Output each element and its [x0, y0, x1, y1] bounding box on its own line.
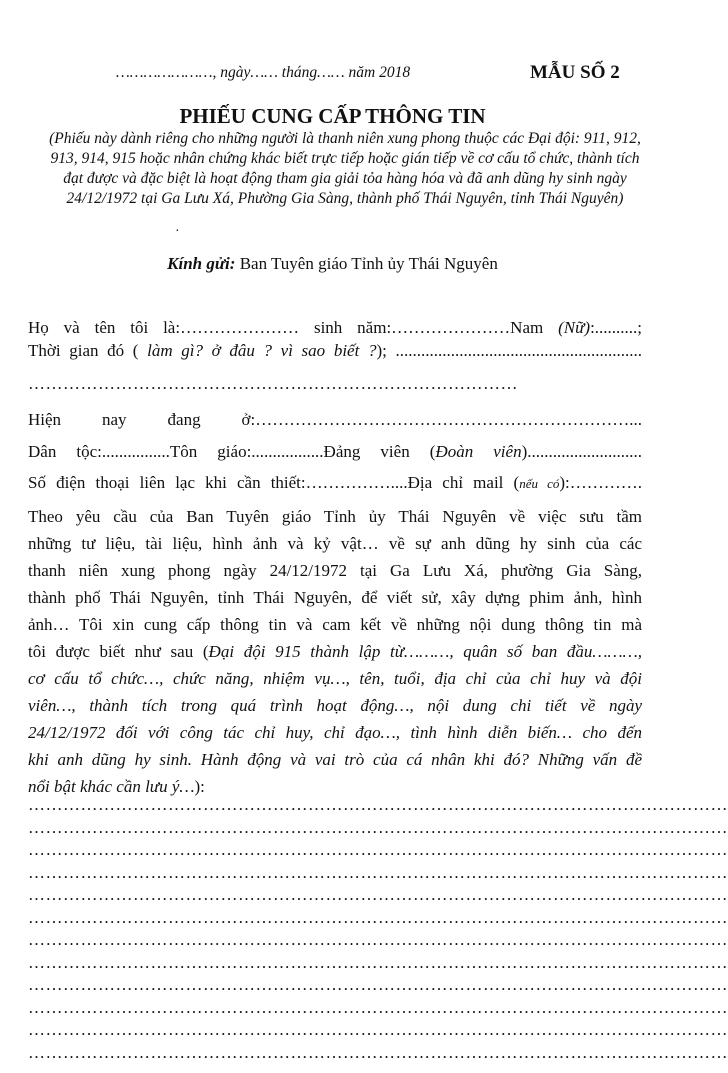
mail-hint: nếu có [519, 476, 560, 491]
subtitle-line: (Phiếu này dành riêng cho những người là thanh niên xung phong thuộc các Đại đội: 911, 912, [49, 130, 641, 147]
blank-answer-line[interactable]: ………………………………………………………………………………………………………… [28, 885, 728, 904]
paragraph-hint: nổi bật khác cần lưu ý… [28, 777, 195, 796]
field-address[interactable]: Hiện nay đang ở:…………………………………………………………... [28, 410, 642, 429]
phone-label: Số điện thoại liên lạc khi cần thiết:……………....Địa chỉ mail ( [28, 473, 520, 492]
paragraph-line [28, 777, 205, 797]
blank-answer-line[interactable]: ………………………………………………………………………………………………………… [28, 907, 728, 927]
field-name[interactable] [28, 318, 642, 338]
paragraph-line: Theo yêu cầu của Ban Tuyên giáo Tỉnh ủy Thái Nguyên về việc sưu tầm [28, 507, 642, 526]
field-ethnic-religion[interactable] [28, 442, 642, 462]
field-time[interactable] [28, 341, 642, 361]
paragraph-line: thành phố Thái Nguyên, tỉnh Thái Nguyên, để viết sử, xây dựng phim ảnh, hình [28, 588, 642, 607]
blank-answer-line[interactable]: ………………………………………………………………………………………………………… [28, 930, 728, 949]
blank-answer-line[interactable]: ………………………………………………………………………………………………………… [28, 1020, 728, 1039]
paragraph-line: ảnh… Tôi xin cung cấp thông tin và cam kết về những nội dung thông tin mà [28, 615, 642, 634]
blank-answer-line[interactable]: ………………………………………………………………………………………………………… [28, 817, 728, 837]
name-label: Họ và tên tôi là:………………… sinh năm:…………………Nam [28, 318, 544, 337]
paragraph-line: thanh niên xung phong ngày 24/12/1972 tại Ga Lưu Xá, phường Gia Sàng, [28, 561, 642, 580]
paragraph-line: cơ cấu tổ chức…, chức năng, nhiệm vụ…, tên, tuổi, địa chỉ của chỉ huy và đội [28, 669, 642, 688]
paragraph-line [28, 642, 642, 662]
blank-answer-line[interactable]: ………………………………………………………………………………………………………… [28, 795, 728, 814]
date-line: …………………, ngày…… tháng…… năm 2018 [116, 64, 411, 81]
gender-alt: (Nữ) [558, 318, 591, 337]
blank-answer-line[interactable]: ………………………………………………………………………………………………………… [28, 840, 728, 859]
field-phone-mail[interactable] [28, 473, 642, 493]
paragraph-line: những tư liệu, tài liệu, hình ảnh và kỷ vật… về sự anh dũng hy sinh của các [28, 534, 642, 553]
subtitle-line: 913, 914, 915 hoặc nhân chứng khác biết trực tiếp hoặc gián tiếp về cơ cấu tổ chức, thành tích [50, 150, 640, 167]
blank-answer-line[interactable]: ………………………………………………………………………………………………………… [28, 1042, 728, 1062]
paragraph-text: ): [194, 777, 205, 796]
blank-answer-line[interactable]: ………………………………………………………………………………………………………… [28, 952, 728, 972]
subtitle-line: 24/12/1972 tại Ga Lưu Xá, Phường Gia Sàng, thành phố Thái Nguyên, tỉnh Thái Nguyên) [66, 190, 624, 207]
subtitle-line: đạt được và đặc biệt là hoạt động tham gia giải tỏa hàng hóa và đã anh dũng hy sinh ngày [63, 170, 627, 187]
paragraph-line: khi anh dũng hy sinh. Hành động và vai trò của cá nhân khi đó? Những vấn đề [28, 750, 642, 769]
form-number: MẪU SỐ 2 [530, 62, 620, 83]
recipient-value: Ban Tuyên giáo Tỉnh ủy Thái Nguyên [239, 254, 498, 273]
paragraph-text: tôi được biết như sau ( [28, 642, 209, 661]
time-label: Thời gian đó ( [28, 341, 139, 360]
party-blank: )........................... [521, 442, 642, 461]
gender-blank: :..........; [590, 318, 643, 337]
recipient [0, 254, 665, 274]
mail-blank: ):…………. [559, 473, 642, 492]
time-blank: ); .......................................................... [376, 341, 642, 360]
party-alt: Đoàn viên [435, 442, 522, 461]
recipient-label: Kính gửi: [167, 254, 236, 273]
paragraph-line: viên…, thành tích trong quá trình hoạt động…, nội dung chi tiết về ngày [28, 696, 642, 715]
blank-answer-line[interactable]: ………………………………………………………………………………………………………… [28, 862, 728, 882]
ethnic-label: Dân tộc:................Tôn giáo:.................Đảng viên ( [28, 442, 436, 461]
paragraph-line: 24/12/1972 đối với công tác chỉ huy, chỉ đạo…, tình hình diễn biến… cho đến [28, 723, 642, 742]
paragraph-hint: Đại đội 915 thành lập từ………, quân số ban đầu………, [208, 642, 642, 661]
time-hint: làm gì? ở đâu ? vì sao biết ? [138, 341, 377, 360]
blank-answer-line[interactable]: ………………………………………………………………………………………………………… [28, 975, 728, 994]
field-time-continued[interactable]: ………………………………………………………………………… [28, 374, 518, 393]
document-title: PHIẾU CUNG CẤP THÔNG TIN [179, 104, 486, 128]
stray-mark: · [175, 224, 180, 239]
blank-answer-line[interactable]: ………………………………………………………………………………………………………… [28, 997, 728, 1017]
